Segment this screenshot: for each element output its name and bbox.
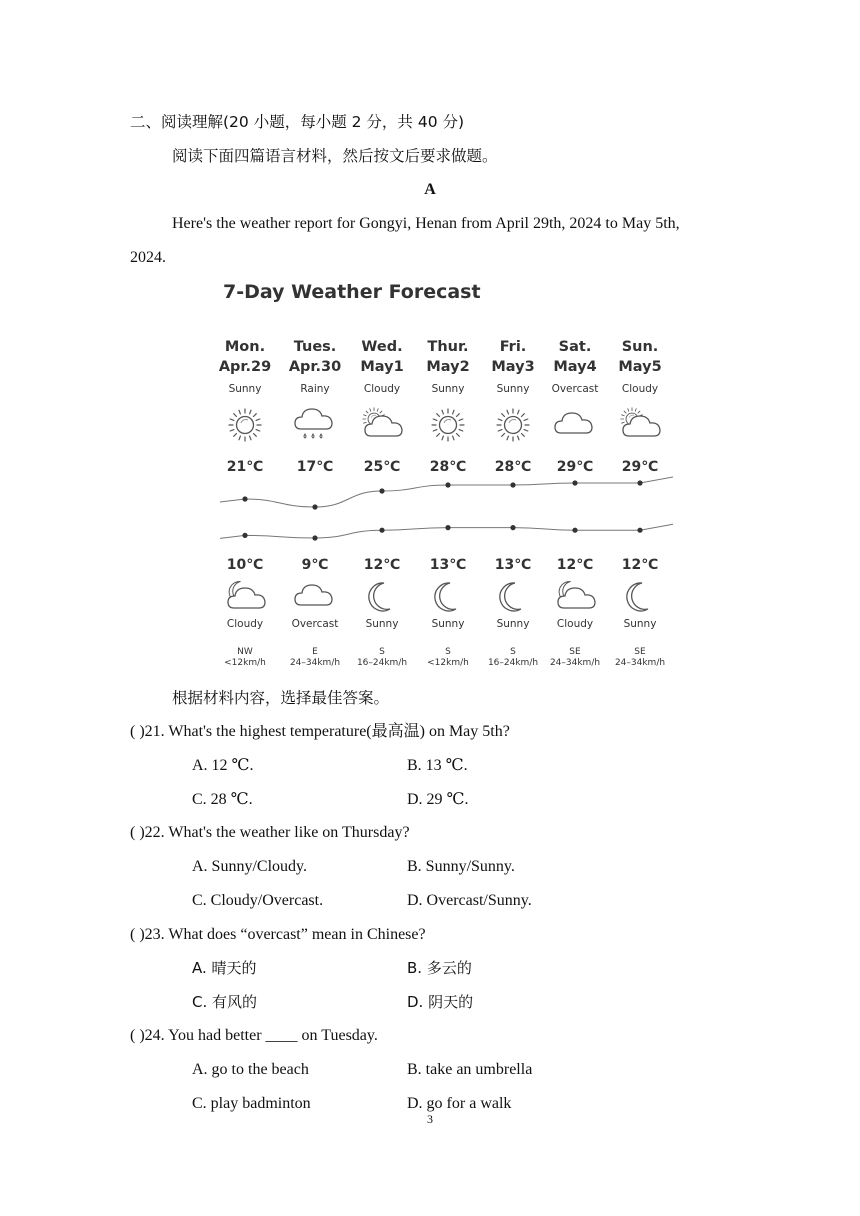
option-a[interactable]: A. 晴天的 (192, 959, 257, 977)
intro-line-2: 2024. (130, 249, 166, 266)
day-name: Sat. (558, 339, 592, 355)
night-weather: Sunny (496, 618, 530, 630)
wind-speed: 24–34km/h (614, 658, 666, 668)
day-weather: Sunny (431, 383, 465, 395)
wind-speed: 16–24km/h (487, 658, 539, 668)
task-instruction: 根据材料内容，选择最佳答案。 (172, 689, 390, 707)
option-d[interactable]: D. 29 ℃. (407, 791, 469, 808)
low-temperature-point (510, 525, 515, 530)
day-weather: Rainy (300, 383, 330, 395)
question-stem: ( )21. What's the highest temperature(最高温) on May 5th? (130, 723, 510, 740)
wind-direction: S (379, 647, 385, 657)
wind-speed: <12km/h (427, 658, 469, 668)
sun-cloud-icon (363, 408, 402, 436)
cloud-moon-icon (558, 581, 595, 608)
day-name: Sun. (621, 339, 659, 355)
option-a[interactable]: A. Sunny/Cloudy. (192, 858, 307, 875)
day-date: May1 (360, 359, 404, 375)
day-weather: Overcast (551, 383, 599, 395)
low-temperature-point (572, 528, 577, 533)
option-d[interactable]: D. go for a walk (407, 1095, 512, 1112)
low-temperature: 9℃ (301, 557, 329, 573)
cloud-moon-icon (228, 581, 265, 608)
night-weather: Sunny (365, 618, 399, 630)
day-weather: Sunny (496, 383, 530, 395)
instruction: 阅读下面四篇语言材料，然后按文后要求做题。 (172, 147, 498, 165)
low-temperature: 10℃ (226, 557, 264, 573)
wind-direction: SE (634, 647, 646, 657)
day-date: May2 (426, 359, 470, 375)
sun-icon (497, 409, 529, 441)
day-name: Thur. (427, 339, 469, 355)
day-name: Fri. (499, 339, 527, 355)
option-b[interactable]: B. 13 ℃. (407, 757, 468, 774)
high-temperature: 29℃ (621, 459, 659, 475)
high-temperature-point (242, 496, 247, 501)
option-a[interactable]: A. go to the beach (192, 1061, 309, 1078)
moon-icon (435, 583, 456, 611)
low-temperature: 12℃ (363, 557, 401, 573)
moon-icon (369, 583, 390, 611)
wind-speed: 24–34km/h (289, 658, 341, 668)
wind-speed: <12km/h (224, 658, 266, 668)
cloud-icon (295, 585, 332, 605)
option-d[interactable]: D. Overcast/Sunny. (407, 892, 532, 909)
sun-icon (432, 409, 464, 441)
day-name: Mon. (224, 339, 266, 355)
night-weather: Overcast (291, 618, 339, 630)
low-temperature: 12℃ (556, 557, 594, 573)
wind-direction: SE (569, 647, 581, 657)
day-weather: Sunny (228, 383, 262, 395)
high-temperature-point (312, 504, 317, 509)
day-name: Wed. (361, 339, 403, 355)
high-temperature-point (445, 482, 450, 487)
high-temperature-point (510, 482, 515, 487)
forecast-day-column (219, 339, 271, 668)
cloud-icon (555, 413, 592, 433)
sun-icon (229, 409, 261, 441)
night-weather: Cloudy (556, 618, 594, 630)
day-date: May4 (553, 359, 597, 375)
page-number: 3 (427, 1112, 433, 1126)
wind-speed: 24–34km/h (549, 658, 601, 668)
high-temperature: 21℃ (226, 459, 264, 475)
option-c[interactable]: C. 有风的 (192, 993, 258, 1011)
high-temperature: 25℃ (363, 459, 401, 475)
high-temperature: 28℃ (494, 459, 532, 475)
day-name: Tues. (293, 339, 337, 355)
intro-line-1: Here's the weather report for Gongyi, Henan from April 29th, 2024 to May 5th, (172, 215, 680, 232)
low-temperature-point (242, 533, 247, 538)
day-date: Apr.29 (218, 359, 272, 375)
option-b[interactable]: B. Sunny/Sunny. (407, 858, 515, 875)
forecast-days (219, 339, 665, 668)
day-date: Apr.30 (288, 359, 342, 375)
option-c[interactable]: C. play badminton (192, 1095, 311, 1112)
forecast-day-column (615, 339, 665, 668)
night-weather: Sunny (431, 618, 465, 630)
moon-icon (500, 583, 521, 611)
weather-forecast-figure (215, 275, 685, 675)
wind-direction: S (445, 647, 451, 657)
high-temperature-point (637, 480, 642, 485)
low-temperature-point (445, 525, 450, 530)
high-temperature: 28℃ (429, 459, 467, 475)
forecast-day-column (426, 339, 469, 668)
low-temperature-point (637, 528, 642, 533)
forecast-day-column (550, 339, 600, 668)
section-heading: 二、阅读理解(20 小题，每小题 2 分，共 40 分) (130, 113, 465, 131)
question-stem: ( )23. What does “overcast” mean in Chinese? (130, 926, 426, 943)
option-c[interactable]: C. Cloudy/Overcast. (192, 892, 324, 909)
high-temperature-point (379, 488, 384, 493)
day-date: May3 (491, 359, 535, 375)
moon-icon (627, 583, 648, 611)
option-b[interactable]: B. 多云的 (407, 959, 472, 977)
high-temperature: 17℃ (296, 459, 334, 475)
option-d[interactable]: D. 阴天的 (407, 993, 474, 1011)
sun-cloud-icon (621, 408, 660, 436)
wind-direction: E (312, 647, 318, 657)
night-weather: Sunny (623, 618, 657, 630)
low-temperature-point (312, 535, 317, 540)
option-b[interactable]: B. take an umbrella (407, 1061, 533, 1078)
forecast-day-column (488, 339, 538, 668)
high-temperature-point (572, 480, 577, 485)
day-date: May5 (618, 359, 662, 375)
passage-label: A (424, 181, 436, 198)
question-stem: ( )22. What's the weather like on Thursday? (130, 824, 410, 841)
high-temperature: 29℃ (556, 459, 594, 475)
low-temperature-point (379, 528, 384, 533)
wind-direction: NW (237, 647, 253, 657)
day-weather: Cloudy (363, 383, 401, 395)
forecast-day-column (289, 339, 341, 668)
wind-direction: S (510, 647, 516, 657)
low-temperature: 13℃ (429, 557, 467, 573)
rain-icon (295, 409, 332, 438)
temperature-points (242, 480, 642, 540)
wind-speed: 16–24km/h (356, 658, 408, 668)
forecast-day-column (357, 339, 407, 668)
day-weather: Cloudy (621, 383, 659, 395)
option-c[interactable]: C. 28 ℃. (192, 791, 253, 808)
low-temperature: 13℃ (494, 557, 532, 573)
low-temperature: 12℃ (621, 557, 659, 573)
question-stem: ( )24. You had better ____ on Tuesday. (130, 1027, 378, 1044)
night-weather: Cloudy (226, 618, 264, 630)
forecast-title: 7-Day Weather Forecast (223, 281, 481, 303)
high-temperature-line (220, 477, 673, 507)
option-a[interactable]: A. 12 ℃. (192, 757, 254, 774)
